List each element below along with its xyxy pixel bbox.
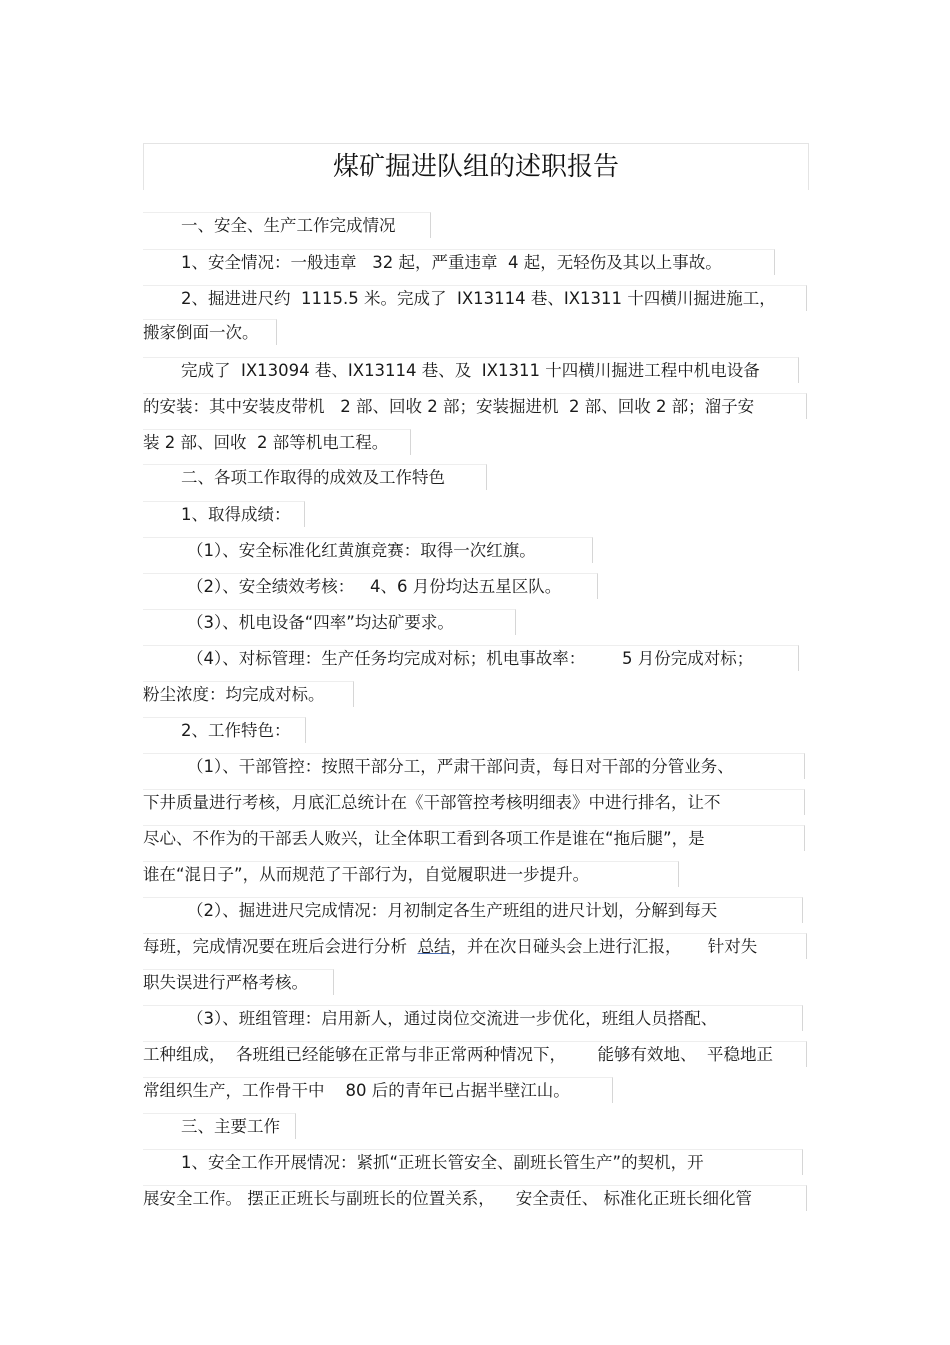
list-item: （1）、安全标准化红黄旗竞赛：取得一次红旗。 <box>143 537 593 563</box>
paragraph-line: （3）、班组管理：启用新人，通过岗位交流进一步优化，班组人员搭配、 <box>143 1005 803 1031</box>
paragraph-line: （2）、掘进进尺完成情况：月初制定各生产班组的进尺计划，分解到每天 <box>143 897 803 923</box>
section-heading: 三、主要工作 <box>143 1113 296 1139</box>
paragraph-line: 粉尘浓度：均完成对标。 <box>143 681 354 707</box>
paragraph-line: 谁在“混日子”，从而规范了干部行为，自觉履职进一步提升。 <box>143 861 679 887</box>
paragraph-line: 1、安全情况：一般违章 32 起，严重违章 4 起，无轻伤及其以上事故。 <box>143 249 775 275</box>
paragraph-line: 常组织生产，工作骨干中 80 后的青年已占据半壁江山。 <box>143 1077 613 1103</box>
paragraph-text: ，并在次日碰头会上进行汇报， 针对失 <box>450 937 758 956</box>
paragraph-line: 职失误进行严格考核。 <box>143 969 334 995</box>
paragraph-line: 1、安全工作开展情况：紧抓“正班长管安全、副班长管生产”的契机，开 <box>143 1149 803 1175</box>
sub-heading: 2、工作特色： <box>143 717 306 743</box>
list-item: （3）、机电设备“四率”均达矿要求。 <box>143 609 516 635</box>
paragraph-line: 完成了 IX13094 巷、IX13114 巷、及 IX1311 十四横川掘进工程中机电设备 <box>143 357 799 383</box>
paragraph-line <box>143 933 807 959</box>
paragraph-line: 装 2 部、回收 2 部等机电工程。 <box>143 429 411 455</box>
list-item: （4）、对标管理：生产任务均完成对标；机电事故率： 5 月份完成对标； <box>143 645 799 671</box>
summary-link[interactable]: 总结 <box>417 937 451 956</box>
sub-heading: 1、取得成绩： <box>143 501 305 527</box>
paragraph-line: （1）、干部管控：按照干部分工，严肃干部问责，每日对干部的分管业务、 <box>143 753 805 779</box>
paragraph-line: 2、掘进进尺约 1115.5 米。完成了 IX13114 巷、IX1311 十四横川掘进施工， <box>143 285 807 311</box>
paragraph-line: 尽心、不作为的干部丢人败兴，让全体职工看到各项工作是谁在“拖后腿”，是 <box>143 825 805 851</box>
section-heading: 一、安全、生产工作完成情况 <box>143 212 431 238</box>
paragraph-line: 的安装：其中安装皮带机 2 部、回收 2 部；安装掘进机 2 部、回收 2 部；溜子安 <box>143 393 807 419</box>
paragraph-text: 每班，完成情况要在班后会进行分析 <box>143 937 418 956</box>
section-heading: 二、各项工作取得的成效及工作特色 <box>143 464 487 490</box>
paragraph-line: 工种组成， 各班组已经能够在正常与非正常两种情况下， 能够有效地、 平稳地正 <box>143 1041 807 1067</box>
paragraph-line: 下井质量进行考核，月底汇总统计在《干部管控考核明细表》中进行排名，让不 <box>143 789 805 815</box>
paragraph-line: 展安全工作。 摆正正班长与副班长的位置关系， 安全责任、 标准化正班长细化管 <box>143 1185 807 1211</box>
page-title: 煤矿掘进队组的述职报告 <box>143 143 809 190</box>
paragraph-line: 搬家倒面一次。 <box>143 319 277 345</box>
list-item: （2）、安全绩效考核： 4、6 月份均达五星区队。 <box>143 573 598 599</box>
